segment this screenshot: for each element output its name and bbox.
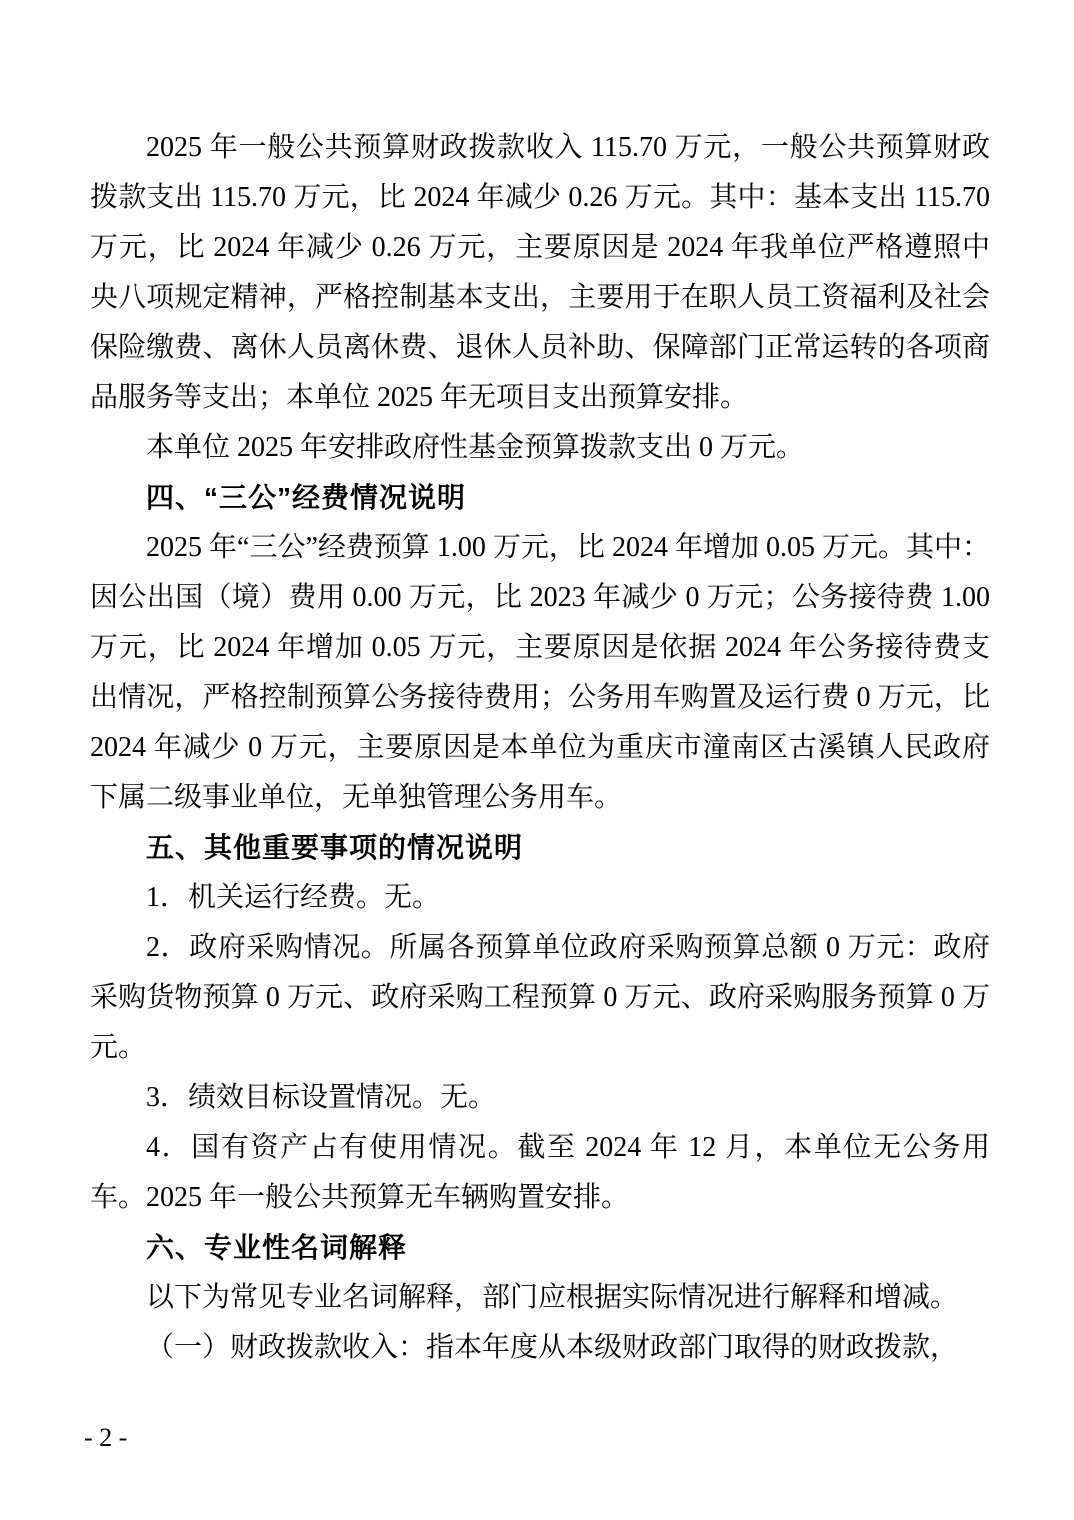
- paragraph-three-public-expenses-detail: 2025 年“三公”经费预算 1.00 万元，比 2024 年增加 0.05 万元。其中：因公出国（境）费用 0.00 万元，比 2023 年减少 0 万元；公务接待费 1.00 万元，比 2024 年增加 0.05 万元，主要原因是依据 2024 年公务接待费支出情况，严格控制预算公务接待费用；公务用车购置及运行费 0 万元，比 2024 年减少 0 万元，主要原因是本单位为重庆市潼南区古溪镇人民政府下属二级事业单位，无单独管理公务用车。: [90, 532, 990, 813]
- paragraph-item-4-state-assets: 4．国有资产占有使用情况。截至 2024 年 12 月，本单位无公务用车。2025 年一般公共预算无车辆购置安排。: [90, 1132, 990, 1213]
- paragraph-item-1-operating-funds: 1．机关运行经费。无。: [146, 882, 441, 913]
- heading-section-five-other-important-matters: 五、其他重要事项的情况说明: [146, 832, 524, 863]
- heading-section-four-three-public-expenses: 四、“三公”经费情况说明: [146, 482, 467, 513]
- document-content: [90, 123, 990, 1373]
- paragraph-gov-fund-budget: 本单位 2025 年安排政府性基金预算拨款支出 0 万元。: [146, 432, 805, 463]
- paragraph-item-3-performance-goals: 3．绩效目标设置情况。无。: [146, 1082, 497, 1113]
- paragraph-glossary-item-one: （一）财政拨款收入：指本年度从本级财政部门取得的财政拨款，: [146, 1332, 959, 1363]
- paragraph-item-2-gov-procurement: 2．政府采购情况。所属各预算单位政府采购预算总额 0 万元：政府采购货物预算 0 万元、政府采购工程预算 0 万元、政府采购服务预算 0 万元。: [90, 932, 990, 1063]
- page-number: - 2 -: [84, 1423, 128, 1452]
- paragraph-general-budget-summary: 2025 年一般公共预算财政拨款收入 115.70 万元，一般公共预算财政拨款支出 115.70 万元，比 2024 年减少 0.26 万元。其中：基本支出 115.70 万元，比 2024 年减少 0.26 万元，主要原因是 2024 年我单位严格遵照中央八项规定精神，严格控制基本支出，主要用于在职人员工资福利及社会保险缴费、离休人员离休费、退休人员补助、保障部门正常运转的各项商品服务等支出；本单位 2025 年无项目支出预算安排。: [90, 132, 990, 413]
- paragraph-glossary-intro: 以下为常见专业名词解释，部门应根据实际情况进行解释和增减。: [146, 1282, 959, 1313]
- heading-section-six-glossary: 六、专业性名词解释: [146, 1232, 408, 1263]
